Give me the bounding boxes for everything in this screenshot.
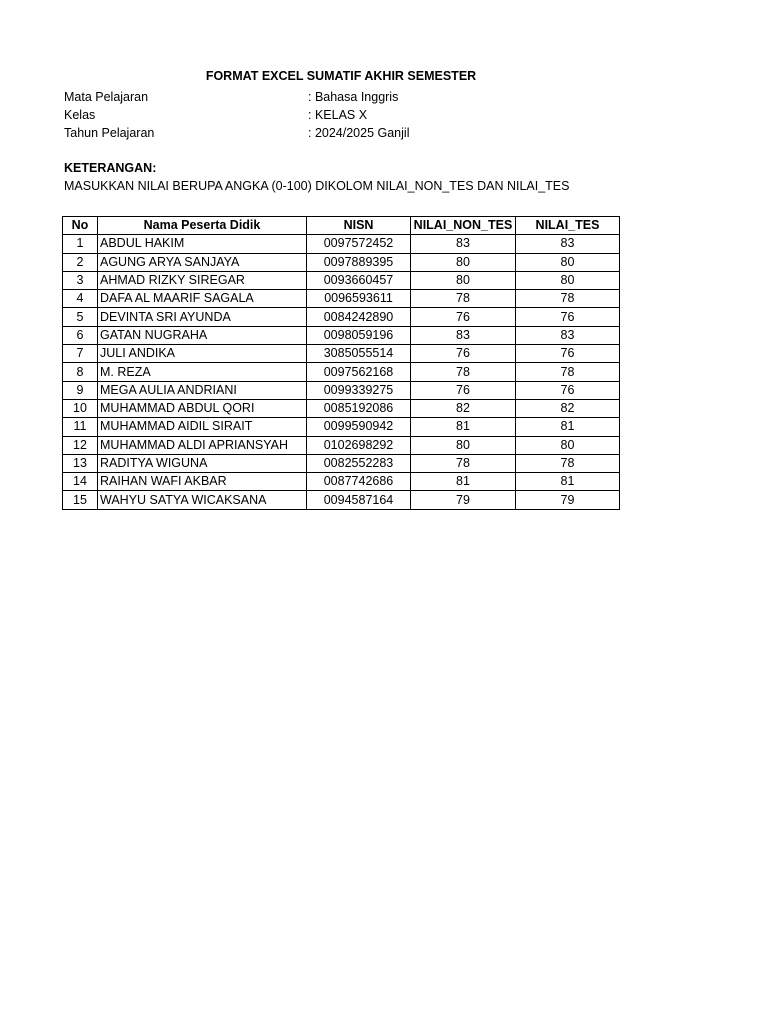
table-body: [63, 235, 620, 509]
table-row: [63, 436, 620, 454]
cell-no[interactable]: 8: [63, 363, 98, 381]
cell-student-name[interactable]: MEGA AULIA ANDRIANI: [98, 381, 307, 399]
meta-value: : Bahasa Inggris: [308, 90, 399, 104]
cell-nisn[interactable]: 0099590942: [307, 418, 411, 436]
cell-test-score[interactable]: 79: [516, 491, 620, 509]
cell-student-name[interactable]: ABDUL HAKIM: [98, 235, 307, 253]
cell-test-score[interactable]: 78: [516, 454, 620, 472]
cell-non-test-score[interactable]: 76: [411, 381, 516, 399]
table-header-row: [63, 217, 620, 235]
cell-non-test-score[interactable]: 80: [411, 253, 516, 271]
header-non-test-score: NILAI_NON_TES: [411, 217, 516, 235]
cell-test-score[interactable]: 80: [516, 253, 620, 271]
cell-student-name[interactable]: AHMAD RIZKY SIREGAR: [98, 271, 307, 289]
cell-student-name[interactable]: MUHAMMAD ALDI APRIANSYAH: [98, 436, 307, 454]
cell-non-test-score[interactable]: 78: [411, 363, 516, 381]
cell-no[interactable]: 3: [63, 271, 98, 289]
cell-student-name[interactable]: JULI ANDIKA: [98, 345, 307, 363]
cell-non-test-score[interactable]: 81: [411, 418, 516, 436]
meta-value: : 2024/2025 Ganjil: [308, 126, 410, 140]
cell-nisn[interactable]: 0099339275: [307, 381, 411, 399]
meta-label: Mata Pelajaran: [64, 90, 149, 104]
cell-nisn[interactable]: 0093660457: [307, 271, 411, 289]
cell-non-test-score[interactable]: 80: [411, 436, 516, 454]
document-title: FORMAT EXCEL SUMATIF AKHIR SEMESTER: [205, 69, 477, 83]
cell-test-score[interactable]: 78: [516, 363, 620, 381]
table-row: [63, 271, 620, 289]
cell-test-score[interactable]: 76: [516, 345, 620, 363]
grades-table: [62, 216, 620, 510]
cell-non-test-score[interactable]: 76: [411, 345, 516, 363]
cell-student-name[interactable]: MUHAMMAD ABDUL QORI: [98, 399, 307, 417]
table-row: [63, 399, 620, 417]
cell-non-test-score[interactable]: 78: [411, 290, 516, 308]
cell-non-test-score[interactable]: 76: [411, 308, 516, 326]
table-row: [63, 381, 620, 399]
note-text: MASUKKAN NILAI BERUPA ANGKA (0-100) DIKOLOM NILAI_NON_TES DAN NILAI_TES: [64, 179, 570, 193]
cell-no[interactable]: 5: [63, 308, 98, 326]
table-row: [63, 235, 620, 253]
note-heading: KETERANGAN:: [64, 161, 157, 175]
cell-non-test-score[interactable]: 81: [411, 473, 516, 491]
cell-non-test-score[interactable]: 78: [411, 454, 516, 472]
cell-student-name[interactable]: MUHAMMAD AIDIL SIRAIT: [98, 418, 307, 436]
cell-non-test-score[interactable]: 80: [411, 271, 516, 289]
meta-label: Kelas: [64, 108, 96, 122]
table-row: [63, 345, 620, 363]
table-row: [63, 253, 620, 271]
header-no: No: [63, 217, 98, 235]
cell-test-score[interactable]: 76: [516, 308, 620, 326]
cell-no[interactable]: 15: [63, 491, 98, 509]
cell-test-score[interactable]: 81: [516, 473, 620, 491]
table-row: [63, 491, 620, 509]
cell-nisn[interactable]: 0098059196: [307, 326, 411, 344]
cell-student-name[interactable]: M. REZA: [98, 363, 307, 381]
cell-nisn[interactable]: 0097889395: [307, 253, 411, 271]
cell-nisn[interactable]: 0085192086: [307, 399, 411, 417]
cell-non-test-score[interactable]: 79: [411, 491, 516, 509]
cell-non-test-score[interactable]: 83: [411, 326, 516, 344]
cell-no[interactable]: 7: [63, 345, 98, 363]
cell-non-test-score[interactable]: 83: [411, 235, 516, 253]
cell-test-score[interactable]: 82: [516, 399, 620, 417]
cell-test-score[interactable]: 83: [516, 326, 620, 344]
cell-test-score[interactable]: 80: [516, 271, 620, 289]
cell-nisn[interactable]: 0094587164: [307, 491, 411, 509]
cell-nisn[interactable]: 0087742686: [307, 473, 411, 491]
header-test-score: NILAI_TES: [516, 217, 620, 235]
cell-no[interactable]: 10: [63, 399, 98, 417]
meta-value: : KELAS X: [308, 108, 368, 122]
table-row: [63, 418, 620, 436]
cell-non-test-score[interactable]: 82: [411, 399, 516, 417]
table-row: [63, 473, 620, 491]
header-student-name: Nama Peserta Didik: [98, 217, 307, 235]
table-row: [63, 308, 620, 326]
cell-nisn[interactable]: 3085055514: [307, 345, 411, 363]
table-row: [63, 363, 620, 381]
table-row: [63, 290, 620, 308]
meta-row-year: [64, 124, 664, 142]
meta-row-class: [64, 106, 664, 124]
cell-no[interactable]: 11: [63, 418, 98, 436]
cell-test-score[interactable]: 78: [516, 290, 620, 308]
cell-test-score[interactable]: 83: [516, 235, 620, 253]
cell-no[interactable]: 9: [63, 381, 98, 399]
cell-student-name[interactable]: DEVINTA SRI AYUNDA: [98, 308, 307, 326]
cell-no[interactable]: 14: [63, 473, 98, 491]
cell-test-score[interactable]: 76: [516, 381, 620, 399]
cell-student-name[interactable]: GATAN NUGRAHA: [98, 326, 307, 344]
cell-no[interactable]: 6: [63, 326, 98, 344]
cell-student-name[interactable]: WAHYU SATYA WICAKSANA: [98, 491, 307, 509]
header-nisn: NISN: [307, 217, 411, 235]
cell-nisn[interactable]: 0084242890: [307, 308, 411, 326]
cell-nisn[interactable]: 0097562168: [307, 363, 411, 381]
cell-student-name[interactable]: DAFA AL MAARIF SAGALA: [98, 290, 307, 308]
cell-no[interactable]: 13: [63, 454, 98, 472]
cell-test-score[interactable]: 80: [516, 436, 620, 454]
meta-label: Tahun Pelajaran: [64, 126, 155, 140]
cell-nisn[interactable]: 0097572452: [307, 235, 411, 253]
cell-nisn[interactable]: 0102698292: [307, 436, 411, 454]
cell-student-name[interactable]: RAIHAN WAFI AKBAR: [98, 473, 307, 491]
meta-row-subject: [64, 88, 664, 106]
cell-nisn[interactable]: 0082552283: [307, 454, 411, 472]
cell-nisn[interactable]: 0096593611: [307, 290, 411, 308]
table-row: [63, 326, 620, 344]
cell-no[interactable]: 2: [63, 253, 98, 271]
cell-student-name[interactable]: AGUNG ARYA SANJAYA: [98, 253, 307, 271]
cell-test-score[interactable]: 81: [516, 418, 620, 436]
table-row: [63, 454, 620, 472]
cell-student-name[interactable]: RADITYA WIGUNA: [98, 454, 307, 472]
cell-no[interactable]: 12: [63, 436, 98, 454]
cell-no[interactable]: 1: [63, 235, 98, 253]
cell-no[interactable]: 4: [63, 290, 98, 308]
